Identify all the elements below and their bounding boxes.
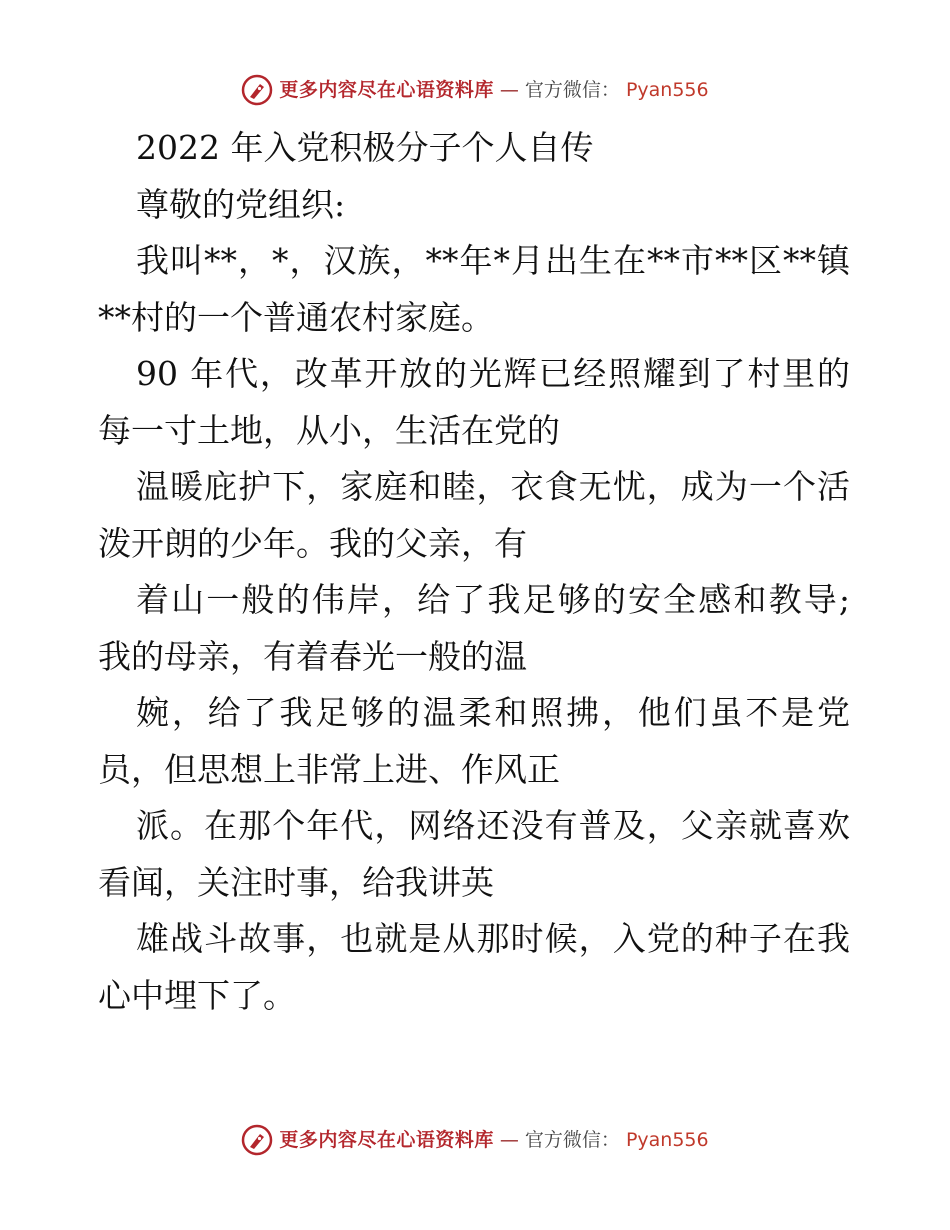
paragraph-4-line-2: 我的母亲，有着春光一般的温 (98, 636, 527, 676)
paragraph-6-line-1: 派。在那个年代，网络还没有普及，父亲就喜欢 (136, 806, 850, 845)
salutation: 尊敬的党组织: (136, 184, 346, 224)
banner-wechat-label: 官方微信： (524, 79, 620, 101)
paragraph-3-line-2: 泼开朗的少年。我的父亲，有 (98, 523, 527, 563)
banner-wechat-id: Pyan556 (625, 1129, 709, 1151)
paragraph-5-line-2: 员，但思想上非常上进、作风正 (98, 749, 560, 789)
banner-site-name: 更多内容尽在心语资料库 (279, 1129, 494, 1151)
paragraph-7-line-1: 雄战斗故事，也就是从那时候，入党的种子在我 (136, 919, 850, 958)
document-title: 2022 年入党积极分子个人自传 (136, 128, 594, 167)
paragraph-7-line-2: 心中埋下了。 (98, 975, 296, 1015)
banner-site-name: 更多内容尽在心语资料库 (279, 79, 494, 101)
paragraph-2-line-2: 每一寸土地，从小，生活在党的 (98, 410, 560, 450)
paragraph-1-line-1: 我叫**，*，汉族，**年*月出生在**市**区**镇 (136, 241, 850, 280)
banner-wechat-id: Pyan556 (625, 79, 709, 101)
pen-nib-logo-icon (241, 1124, 273, 1156)
banner-separator: — (499, 79, 519, 101)
paragraph-3-line-1: 温暖庇护下，家庭和睦，衣食无忧，成为一个活 (136, 467, 850, 506)
pen-nib-logo-icon (241, 74, 273, 106)
footer-banner (0, 1124, 950, 1156)
paragraph-1-line-2: **村的一个普通农村家庭。 (98, 297, 494, 337)
banner-separator: — (499, 1129, 519, 1151)
paragraph-2-line-1: 90 年代，改革开放的光辉已经照耀到了村里的 (136, 354, 850, 393)
paragraph-5-line-1: 婉，给了我足够的温柔和照拂，他们虽不是党 (136, 693, 850, 732)
banner-wechat-label: 官方微信： (524, 1129, 620, 1151)
paragraph-6-line-2: 看闻，关注时事，给我讲英 (98, 862, 494, 902)
header-banner (0, 74, 950, 106)
document-body (98, 120, 850, 1024)
paragraph-4-line-1: 着山一般的伟岸，给了我足够的安全感和教导; (136, 580, 850, 619)
